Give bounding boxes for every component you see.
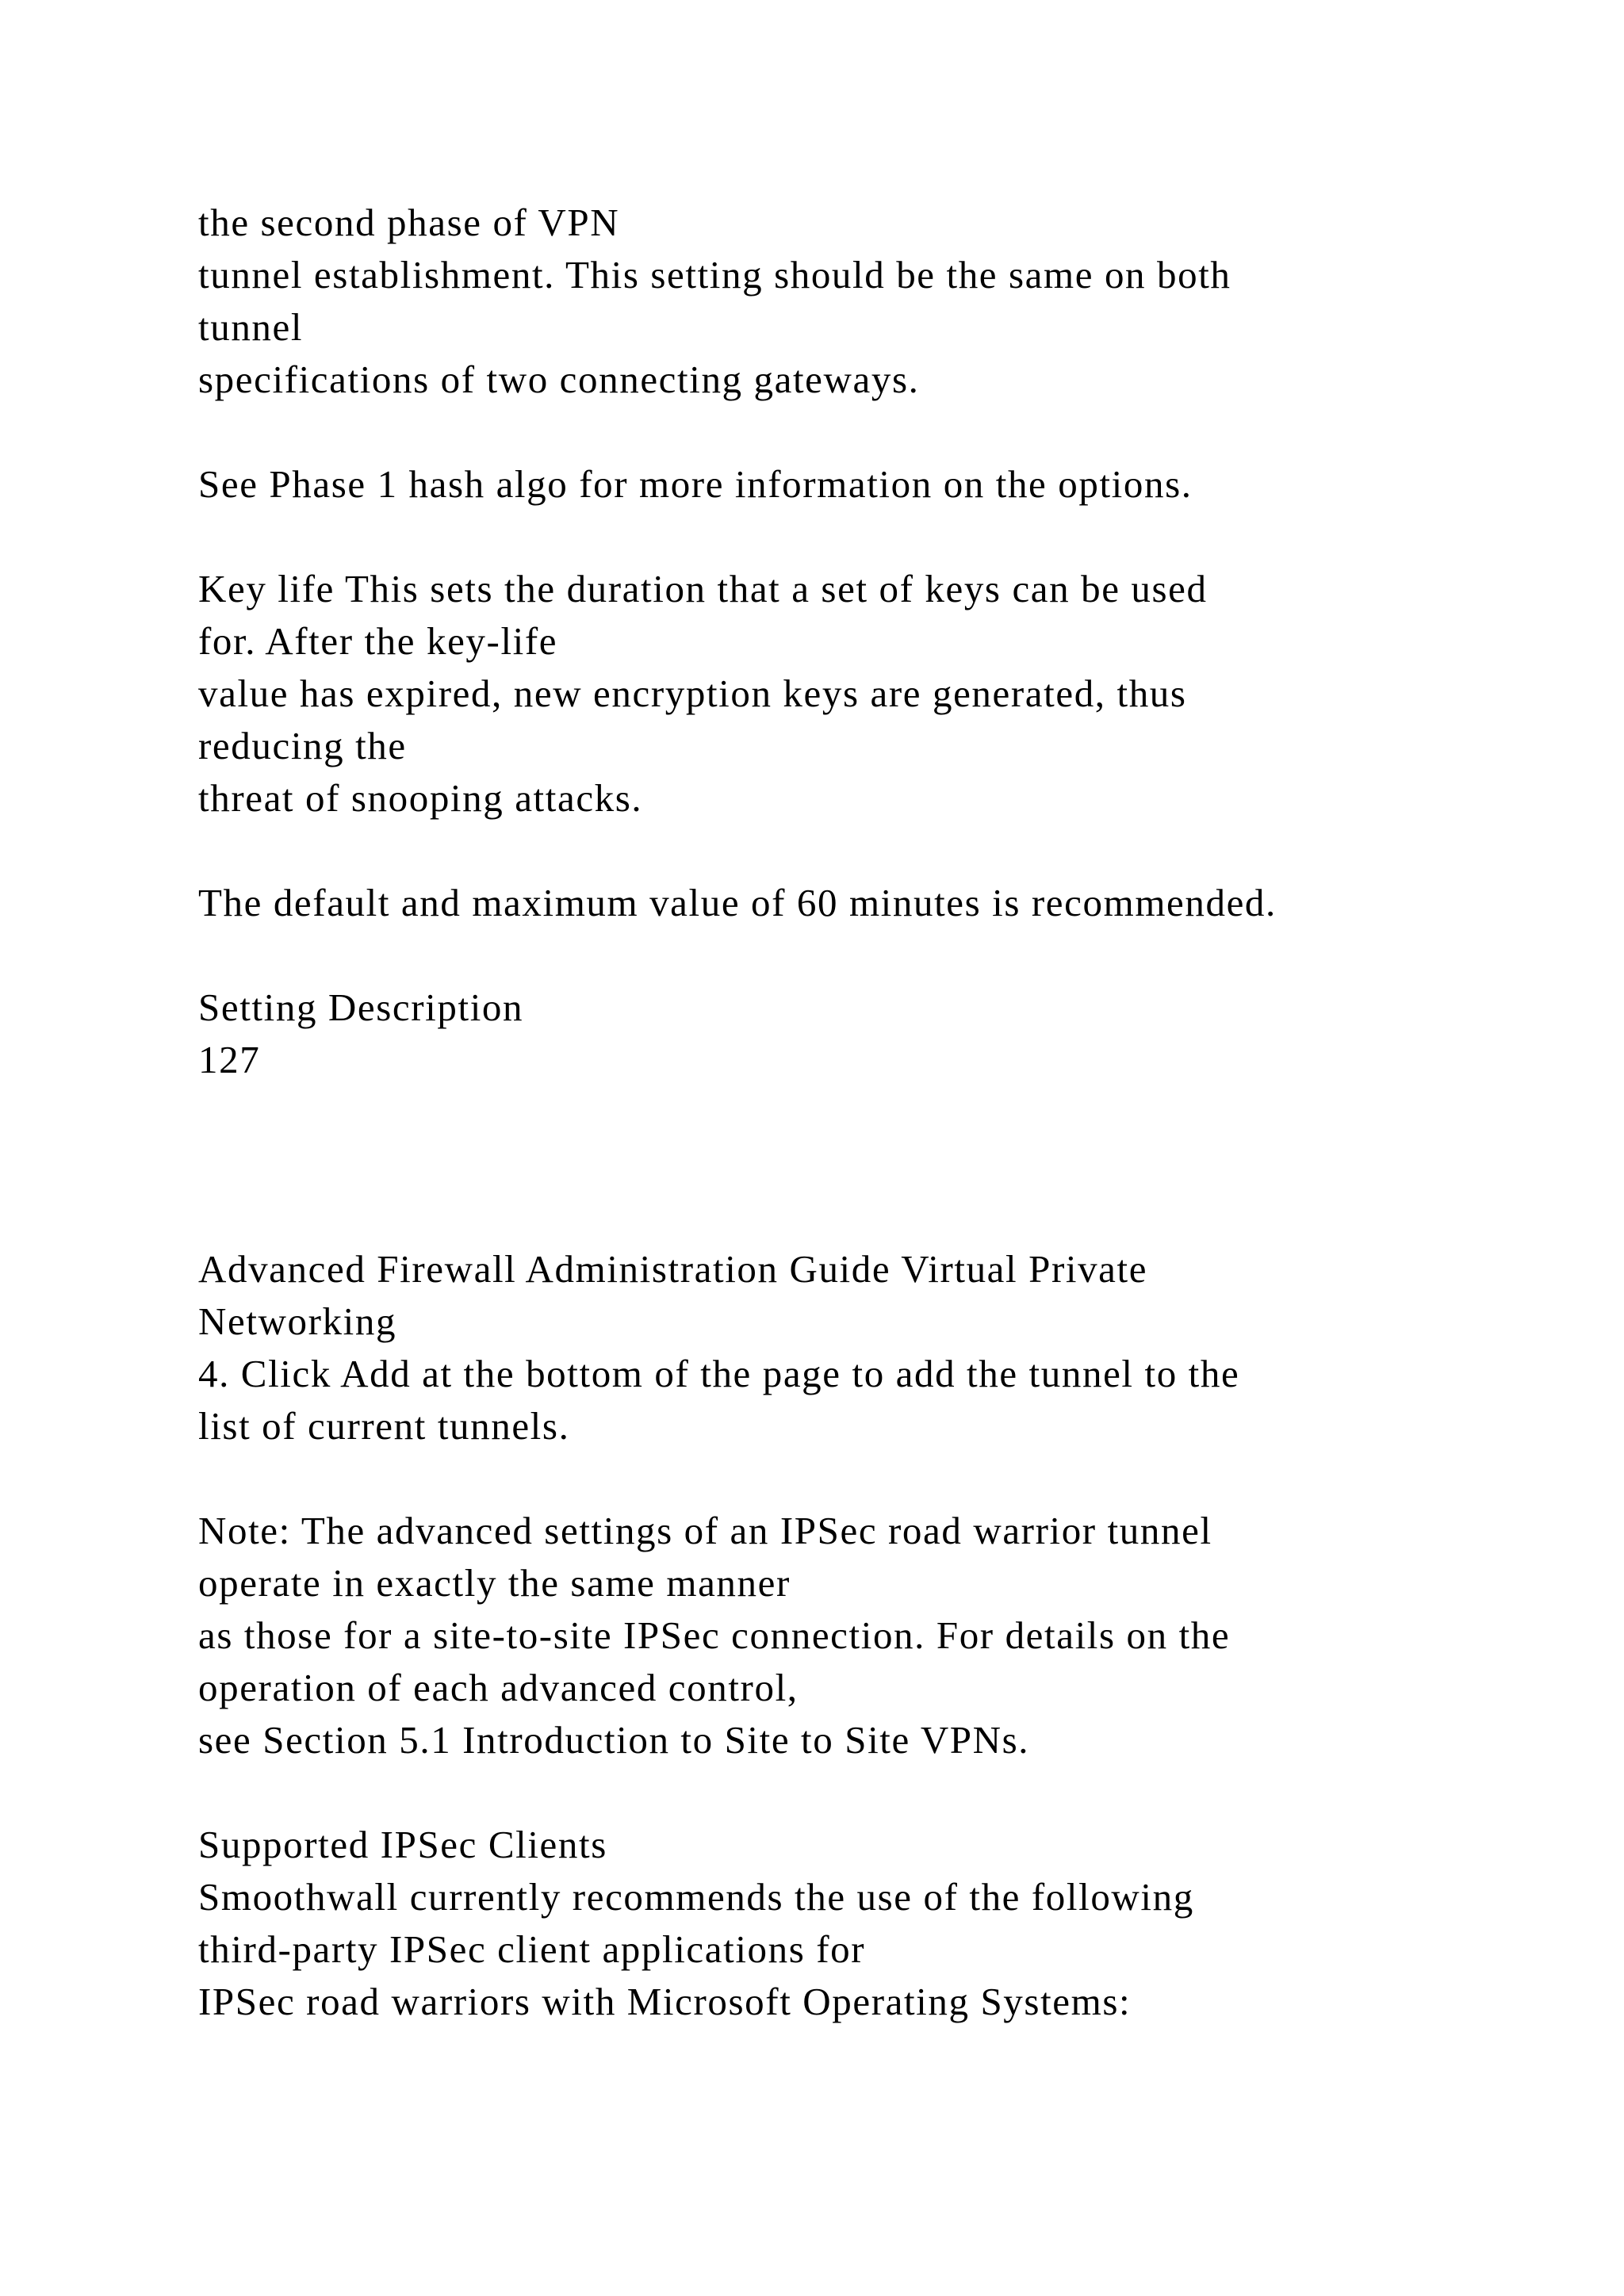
running-header: Advanced Firewall Administration Guide Virtual Private [198, 1247, 1148, 1291]
text-line: tunnel [198, 305, 304, 349]
note-line: operate in exactly the same manner [198, 1561, 791, 1605]
text-line: threat of snooping attacks. [198, 776, 643, 820]
text-line: Key life This sets the duration that a set of keys can be used [198, 567, 1208, 610]
section-heading: Supported IPSec Clients [198, 1823, 607, 1866]
running-header: Networking [198, 1299, 397, 1343]
text-line: for. After the key-life [198, 619, 558, 663]
text-line: third-party IPSec client applications for [198, 1927, 866, 1971]
text-line: value has expired, new encryption keys are generated, thus [198, 672, 1187, 715]
note-line: operation of each advanced control, [198, 1666, 799, 1709]
note-line: Note: The advanced settings of an IPSec road warrior tunnel [198, 1509, 1212, 1552]
page-number: 127 [198, 1038, 261, 1081]
section-heading: Setting Description [198, 985, 524, 1029]
text-line: 4. Click Add at the bottom of the page to add the tunnel to the [198, 1352, 1240, 1395]
text-line: See Phase 1 hash algo for more information on the options. [198, 462, 1193, 506]
note-line: as those for a site-to-site IPSec connection. For details on the [198, 1613, 1231, 1657]
text-line: IPSec road warriors with Microsoft Operating Systems: [198, 1980, 1132, 2023]
note-line: see Section 5.1 Introduction to Site to Site VPNs. [198, 1718, 1030, 1762]
text-line: Smoothwall currently recommends the use of the following [198, 1875, 1194, 1919]
text-line: The default and maximum value of 60 minutes is recommended. [198, 881, 1277, 924]
text-line: the second phase of VPN [198, 201, 620, 244]
text-line: tunnel establishment. This setting should be the same on both [198, 253, 1231, 297]
text-line: specifications of two connecting gateways. [198, 358, 920, 401]
text-line: reducing the [198, 724, 407, 767]
text-line: list of current tunnels. [198, 1404, 570, 1448]
